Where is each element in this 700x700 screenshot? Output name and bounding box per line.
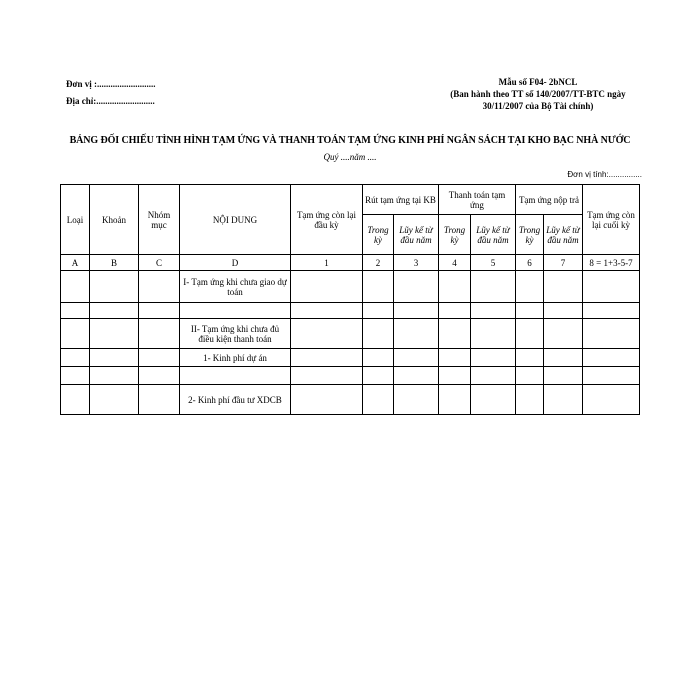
table-cell (139, 319, 180, 349)
table-cell (61, 349, 90, 367)
table-cell (471, 271, 516, 303)
table-row (61, 271, 640, 303)
form-info (432, 76, 644, 112)
col-nhom-muc: Nhóm mục (139, 185, 180, 255)
table-cell (516, 271, 544, 303)
table-cell (583, 319, 640, 349)
document-title: BẢNG ĐỐI CHIẾU TÌNH HÌNH TẠM ỨNG VÀ THANH TOÁN TẠM ỨNG KINH PHÍ NGÂN SÁCH TẠI KHO BẠC NHÀ NƯỚC (69, 135, 631, 146)
table-row (61, 367, 640, 385)
table-row (61, 349, 640, 367)
table-cell (439, 385, 471, 415)
table-cell (394, 319, 439, 349)
table-cell (61, 303, 90, 319)
table-cell (544, 367, 583, 385)
table-cell (544, 303, 583, 319)
table-cell (61, 367, 90, 385)
table-cell (90, 367, 139, 385)
table-cell (544, 319, 583, 349)
table-cell (139, 271, 180, 303)
table-cell (471, 319, 516, 349)
table-cell (544, 385, 583, 415)
table-cell (516, 349, 544, 367)
table-cell (439, 303, 471, 319)
table-cell (516, 319, 544, 349)
table-cell (291, 385, 363, 415)
code-cell: 7 (544, 255, 583, 271)
table-cell (544, 271, 583, 303)
table-cell (439, 319, 471, 349)
code-cell: 8 = 1+3-5-7 (583, 255, 640, 271)
col-khoan: Khoản (90, 185, 139, 255)
table-cell (61, 319, 90, 349)
col-rut-tam-ung: Rút tạm ứng tại KB (363, 185, 439, 215)
dia-chi-label: Địa chỉ:.......................... (66, 96, 155, 106)
table-cell (363, 303, 394, 319)
row-content (180, 367, 291, 385)
table-cell (516, 367, 544, 385)
unit-of-measure: Đơn vị tính:............... (567, 170, 642, 179)
col-tam-ung-cuoi-ky: Tạm ứng còn lại cuối kỳ (583, 185, 640, 255)
code-cell: 5 (471, 255, 516, 271)
col-noi-dung: NỘI DUNG (180, 185, 291, 255)
table-cell (139, 349, 180, 367)
don-vi-label: Đơn vị :.......................... (66, 79, 156, 89)
sub-trong-ky: Trong kỳ (363, 215, 394, 255)
col-tam-ung-nop-tra: Tạm ứng nộp trả (516, 185, 583, 215)
table-cell (439, 349, 471, 367)
code-cell: D (180, 255, 291, 271)
table-cell (139, 367, 180, 385)
table-cell (583, 367, 640, 385)
table-cell (363, 349, 394, 367)
issued-line-2: 30/11/2007 của Bộ Tài chính) (482, 101, 594, 111)
table-cell (139, 385, 180, 415)
table-cell (291, 349, 363, 367)
table-cell (583, 385, 640, 415)
row-content: 2- Kinh phí đầu tư XDCB (180, 385, 291, 415)
table-cell (583, 271, 640, 303)
table-cell (61, 385, 90, 415)
issued-line-1: (Ban hành theo TT số 140/2007/TT-BTC ngày (450, 89, 626, 99)
table-cell (363, 319, 394, 349)
unit-info (66, 76, 156, 110)
row-content: II- Tạm ứng khi chưa đủ điều kiện thanh toán (180, 319, 291, 349)
table-cell (439, 271, 471, 303)
table-cell (363, 271, 394, 303)
table-cell (90, 349, 139, 367)
table-cell (471, 303, 516, 319)
table-cell (583, 303, 640, 319)
code-cell: C (139, 255, 180, 271)
sub-luy-ke: Lũy kế từ đầu năm (471, 215, 516, 255)
row-content (180, 303, 291, 319)
table-cell (90, 303, 139, 319)
table-cell (583, 349, 640, 367)
table-cell (439, 367, 471, 385)
table-cell (394, 349, 439, 367)
col-loai: Loại (61, 185, 90, 255)
code-cell: 6 (516, 255, 544, 271)
header-row-1 (61, 185, 640, 215)
table-cell (394, 385, 439, 415)
code-row (61, 255, 640, 271)
table-cell (291, 303, 363, 319)
table-row (61, 319, 640, 349)
reconciliation-table (60, 184, 640, 415)
table-cell (90, 271, 139, 303)
table-cell (61, 271, 90, 303)
period-label: Quý ....năm .... (323, 152, 377, 162)
table-cell (363, 367, 394, 385)
sub-trong-ky: Trong kỳ (516, 215, 544, 255)
code-cell: 4 (439, 255, 471, 271)
table-cell (516, 303, 544, 319)
row-content: I- Tạm ứng khi chưa giao dự toán (180, 271, 291, 303)
code-cell: A (61, 255, 90, 271)
table-cell (394, 303, 439, 319)
table-cell (363, 385, 394, 415)
table-cell (90, 319, 139, 349)
table-cell (291, 271, 363, 303)
table-cell (471, 349, 516, 367)
sub-trong-ky: Trong kỳ (439, 215, 471, 255)
table-row (61, 303, 640, 319)
table-cell (471, 367, 516, 385)
table-cell (471, 385, 516, 415)
code-cell: B (90, 255, 139, 271)
sub-luy-ke: Lũy kế từ đầu năm (544, 215, 583, 255)
table-cell (516, 385, 544, 415)
col-thanh-toan: Thanh toán tạm ứng (439, 185, 516, 215)
table-cell (291, 367, 363, 385)
code-cell: 2 (363, 255, 394, 271)
table-row (61, 385, 640, 415)
table-cell (394, 271, 439, 303)
code-cell: 1 (291, 255, 363, 271)
form-code: Mẫu số F04- 2bNCL (498, 77, 578, 87)
col-tam-ung-dau-ky: Tạm ứng còn lại đầu kỳ (291, 185, 363, 255)
table-cell (291, 319, 363, 349)
sub-luy-ke: Lũy kế từ đầu năm (394, 215, 439, 255)
code-cell: 3 (394, 255, 439, 271)
table-cell (544, 349, 583, 367)
table-cell (90, 385, 139, 415)
table-cell (394, 367, 439, 385)
row-content: 1- Kinh phí dự án (180, 349, 291, 367)
table-cell (139, 303, 180, 319)
